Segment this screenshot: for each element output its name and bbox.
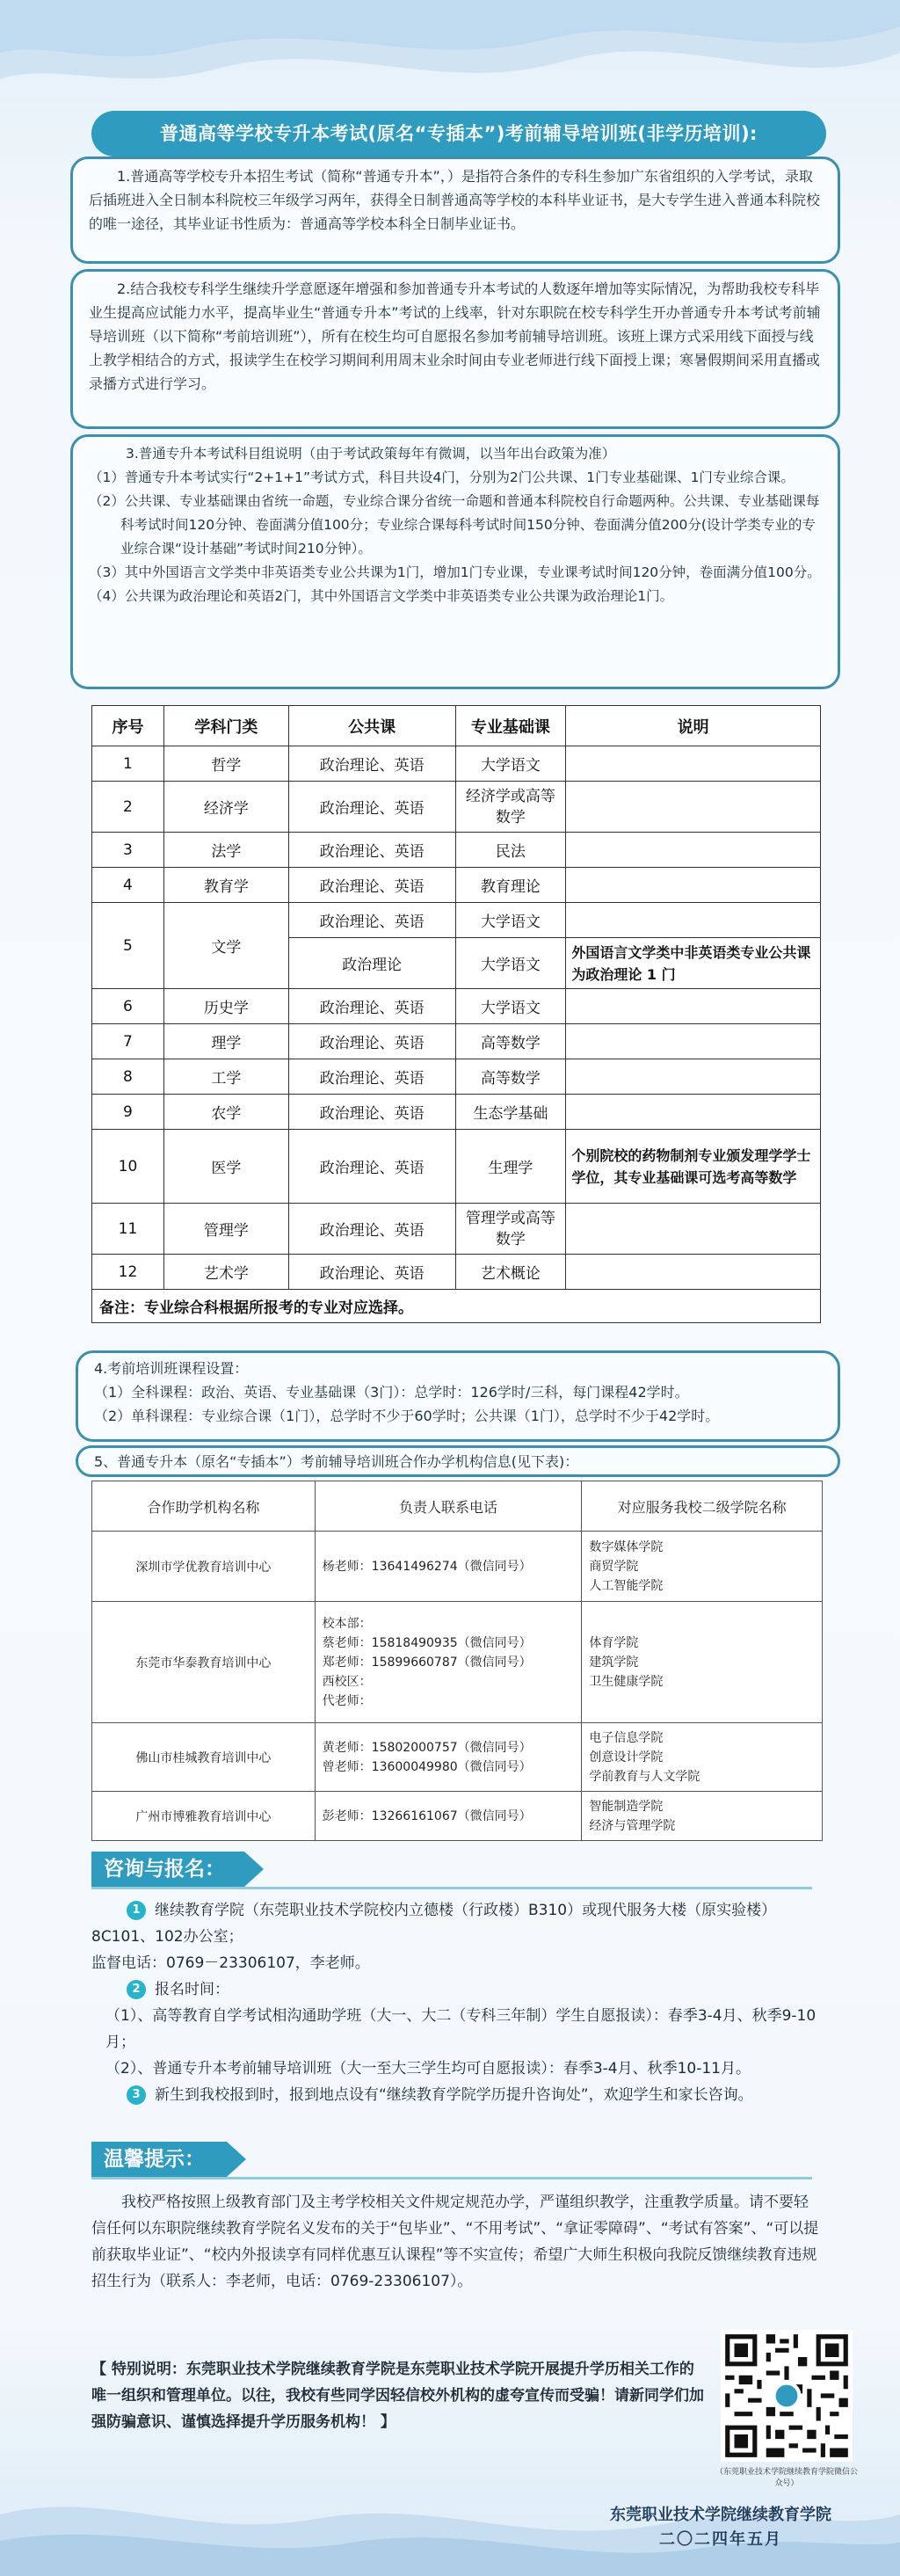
issuer-name: 东莞职业技术学院继续教育学院 [610,2506,831,2524]
tips-heading: 温馨提示： [91,2142,227,2177]
contact-cell [315,1792,582,1841]
cell: 文学 [163,903,288,989]
contact-line: 校本部： [322,1616,372,1631]
contact-cell [315,1532,582,1602]
table-row [92,1532,823,1602]
college-line: 电子信息学院 [589,1730,664,1745]
intro-paragraph: 1.普通高等学校专升本招生考试（简称“普通专升本”，）是指符合条件的专科生参加广东省组织的入学考试，录取后插班进入全日制本科院校三年级学习两年，获得全日制普通高等学校的本科毕业证书，是大专学生进入普通本科院校的唯一途径，其毕业证书性质为：普通高等学校本科全日制毕业证书。 [89,168,821,232]
partner-table [91,1481,823,1841]
table-header: 学科门类 [163,706,288,746]
cell [566,903,821,938]
table-row [92,1723,823,1792]
table-row [92,1130,821,1204]
cell: 2 [92,782,164,833]
page-title: 普通高等学校专升本考试(原名“专插本”)考前辅导培训班(非学历培训): [91,111,826,156]
cell: 政治理论、英语 [288,903,455,938]
table-row [92,1602,823,1723]
cell: 10 [92,1130,164,1204]
table-row [92,833,821,868]
cell: 经济学 [163,782,288,833]
contact-line: 彭老师：13266161067（微信同号） [322,1808,532,1823]
registration-time-label: 报名时间： [155,1981,229,1998]
contact-line: 代老师： [322,1693,372,1708]
registration-time-1: （1）、高等教育自学考试相沟通助学班（大一、大二（专科三年制）学生自愿报读）：春季3-4月、秋季9-10月； [105,2007,817,2051]
exam-subjects-box [70,434,840,689]
table-row [92,1024,821,1059]
cell [566,1024,821,1059]
cell: 哲学 [163,746,288,782]
table-row [92,1059,821,1095]
qr-code-icon [721,2330,853,2462]
org-name: 深圳市学优教育培训中心 [92,1532,316,1602]
cell: 政治理论、英语 [288,1059,455,1095]
cell [566,1204,821,1255]
supervision-phone: 监督电话：0769－23306107，李老师。 [91,1954,370,1972]
tips-body: 我校严格按照上级教育部门及主考学校相关文件规定规范办学，严谨组织教学，注重教学质量。请不要轻信任何以东职院继续教育学院名义发布的关于“包毕业”、“不用考试”、“拿证零障碍”、“考试有答案”、“可以提前获取毕业证”、“校内外报读享有同样优惠互认课程”等不实宣传；希望广大师生积极向我院反馈继续教育违规招生行为（联系人：李老师，电话：0769-23306107）。 [91,2194,819,2290]
cell: 生态学基础 [455,1095,566,1130]
cell: 6 [92,989,164,1024]
table-header: 专业基础课 [455,706,566,746]
contact-line: 郑老师：15899660787（微信同号） [322,1655,532,1670]
intro-box [70,156,840,264]
cell: 政治理论、英语 [288,782,455,833]
cell: 法学 [163,833,288,868]
cell: 11 [92,1204,164,1255]
college-line: 卫生健康学院 [589,1674,664,1689]
course-box [76,1350,840,1442]
cell: 大学语文 [455,746,566,782]
cell: 民法 [455,833,566,868]
exam-rule-item: （4）公共课为政治理论和英语2门，其中外国语言文学类中非英语类专业公共课为政治理论1门。 [89,588,674,604]
cell: 艺术概论 [455,1255,566,1290]
cell: 5 [92,903,164,989]
purpose-paragraph: 2.结合我校专科学生继续升学意愿逐年增强和参加普通专升本考试的人数逐年增加等实际情况，为帮助我校专科毕业生提高应试能力水平，提高毕业生“普通专升本”考试的上线率，针对东职院在校专科学生开办普通专升本考试考前辅导培训班（以下简称“考前培训班”），所有在校生均可自愿报名参加考前辅导培训班。该班上课方式采用线下面授与线上教学相结合的方式，报读学生在校学习期间利用周末业余时间由专业老师进行线下面授上课；寒暑假期间采用直播或录播方式进行学习。 [89,280,821,392]
exam-rule-item: （1）普通专升本考试实行“2+1+1”考试方式，科目共设4门，分别为2门公共课、1门专业基础课、1门专业综合课。 [89,469,795,485]
college-line: 学前教育与人文学院 [589,1769,700,1784]
table-row [92,1792,823,1841]
table-row [92,1204,821,1255]
cell [566,868,821,903]
cell: 管理学或高等数学 [455,1204,566,1255]
cell: 4 [92,868,164,903]
table-header: 合作助学机构名称 [92,1481,316,1532]
cell: 12 [92,1255,164,1290]
cell: 农学 [163,1095,288,1130]
exam-subjects-heading: 3.普通专升本考试科目组说明（由于考试政策每年有微调，以当年出台政策为准） [126,446,616,462]
number-badge: 2 [127,1980,146,1999]
cell: 工学 [163,1059,288,1095]
college-line: 创意设计学院 [589,1750,664,1765]
special-note: 【 特别说明：东莞职业技术学院继续教育学院是东莞职业技术学院开展提升学历相关工作的唯一组织和管理单位。以往，我校有些同学因轻信校外机构的虚夸宣传而受骗！请新同学们加强防骗意识、谨慎选择提升学历服务机构！ 】 [91,2361,704,2431]
cell: 教育学 [163,868,288,903]
partner-heading: 5、普通专升本（原名“专插本”）考前辅导培训班合作办学机构信息(见下表)： [94,1453,579,1470]
course-item: （2）单科课程：专业综合课（1门），总学时不少于60学时；公共课（1门），总学时不少于42学时。 [94,1408,720,1424]
registration-time-2: （2）、普通专升本考前辅导培训班（大一至大三学生均可自愿报读）：春季3-4月、秋季10-11月。 [105,2060,751,2078]
course-heading: 4.考前培训班课程设置： [94,1360,249,1377]
cell: 大学语文 [455,903,566,938]
college-line: 体育学院 [589,1635,639,1650]
cell: 个别院校的药物制剂专业颁发理学学士学位，其专业基础课可选考高等数学 [566,1130,821,1204]
cell: 3 [92,833,164,868]
consult-divider [91,1887,812,1892]
consult-heading: 咨询与报名： [91,1852,244,1887]
cell: 政治理论、英语 [288,746,455,782]
college-line: 经济与管理学院 [589,1818,676,1833]
cell: 政治理论、英语 [288,1024,455,1059]
cell: 高等数学 [455,1059,566,1095]
college-cell [582,1602,823,1723]
cell: 9 [92,1095,164,1130]
contact-cell [315,1723,582,1792]
table-row [92,782,821,833]
cell: 政治理论、英语 [288,1255,455,1290]
cell: 艺术学 [163,1255,288,1290]
cell: 大学语文 [455,938,566,989]
contact-cell [315,1602,582,1723]
top-wave-decoration [0,0,900,114]
cell: 教育理论 [455,868,566,903]
table-row [92,746,821,782]
cell: 医学 [163,1130,288,1204]
cell: 政治理论、英语 [288,1204,455,1255]
exam-rule-item: （3）其中外国语言文学类中非英语类专业公共课为1门，增加1门专业课，专业课考试时间120分钟，卷面满分值100分。 [89,564,821,580]
course-item: （1）全科课程：政治、英语、专业基础课（3门）：总学时：126学时/三科，每门课程42学时。 [94,1384,689,1401]
table-header: 说明 [566,706,821,746]
contact-line: 蔡老师：15818490935（微信同号） [322,1635,532,1650]
college-line: 人工智能学院 [589,1578,664,1593]
partner-heading-box [76,1445,840,1477]
cell: 历史学 [163,989,288,1024]
cell: 政治理论、英语 [288,833,455,868]
cell: 理学 [163,1024,288,1059]
subject-table [91,705,821,1323]
table-header: 负责人联系电话 [315,1481,582,1532]
cell: 经济学或高等数学 [455,782,566,833]
contact-line: 黄老师：15802000757（微信同号） [322,1740,532,1755]
table-note: 备注：专业综合科根据所报考的专业对应选择。 [92,1290,821,1323]
college-cell [582,1532,823,1602]
college-line: 智能制造学院 [589,1799,664,1814]
college-line: 建筑学院 [589,1655,639,1670]
table-row [92,868,821,903]
cell: 大学语文 [455,989,566,1024]
contact-line: 杨老师：13641496274（微信同号） [322,1559,532,1574]
consult-address: 继续教育学院（东莞职业技术学院校内立德楼（行政楼）B310）或现代服务大楼（原实验楼）8C101、102办公室； [91,1902,777,1946]
table-row [92,1255,821,1290]
cell: 政治理论 [288,938,455,989]
tips-divider [91,2177,812,2182]
table-row [92,1095,821,1130]
cell: 外国语言文学类中非英语类专业公共课为政治理论 1 门 [566,938,821,989]
cell: 政治理论、英语 [288,868,455,903]
cell: 政治理论、英语 [288,1130,455,1204]
table-header: 公共课 [288,706,455,746]
consult-section [91,1897,830,2108]
college-cell [582,1723,823,1792]
number-badge: 3 [127,2085,146,2105]
college-line: 数字媒体学院 [589,1539,664,1554]
org-name: 广州市博雅教育培训中心 [92,1792,316,1841]
table-header: 对应服务我校二级学院名称 [582,1481,823,1532]
exam-rule-item: （2）公共课、专业基础课由省统一命题，专业综合课分省统一命题和普通本科院校自行命题两种。公共课、专业基础课每科考试时间120分钟、卷面满分值100分；专业综合课每科考试时间150分钟、卷面满分值200分(设计学类专业的专业综合课“设计基础”考试时间210分钟）。 [89,493,820,557]
cell: 高等数学 [455,1024,566,1059]
college-cell [582,1792,823,1841]
cell: 政治理论、英语 [288,1095,455,1130]
cell [566,746,821,782]
cell [566,782,821,833]
issue-date: 二〇二四年五月 [659,2530,782,2549]
qr-caption: （东莞职业技术学院继续教育学院微信公众号） [715,2468,858,2488]
cell: 1 [92,746,164,782]
college-line: 商贸学院 [589,1559,639,1574]
cell [566,989,821,1024]
table-row [92,989,821,1024]
cell: 8 [92,1059,164,1095]
cell [566,1059,821,1095]
cell: 政治理论、英语 [288,989,455,1024]
cell [566,1095,821,1130]
table-header: 序号 [92,706,164,746]
cell: 管理学 [163,1204,288,1255]
cell [566,1255,821,1290]
number-badge: 1 [127,1901,146,1920]
new-student-note: 新生到我校报到时，报到地点设有“继续教育学院学历提升咨询处”，欢迎学生和家长咨询。 [155,2086,753,2104]
org-name: 佛山市桂城教育培训中心 [92,1723,316,1792]
cell: 7 [92,1024,164,1059]
cell [566,833,821,868]
table-row [92,903,821,938]
purpose-box [70,269,840,429]
org-name: 东莞市华泰教育培训中心 [92,1602,316,1723]
contact-line: 西校区： [322,1674,372,1689]
cell: 生理学 [455,1130,566,1204]
contact-line: 曾老师：13600049980（微信同号） [322,1759,532,1774]
